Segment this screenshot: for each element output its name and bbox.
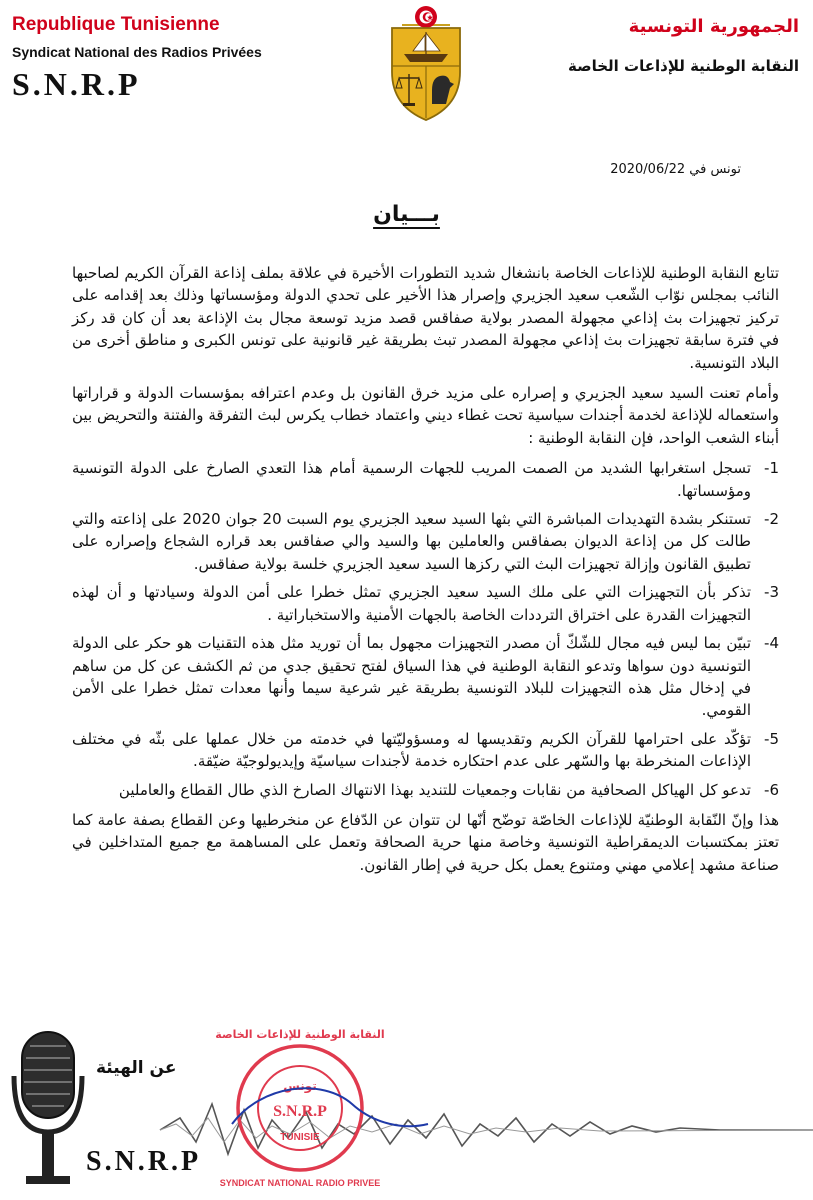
list-item-number: 6- bbox=[764, 780, 779, 799]
paragraph-context: وأمام تعنت السيد سعيد الجزيري و إصراره على مزيد خرق القانون بل وعدم اعترافه بمؤسسات الدولة و قراراتها واستعماله للإذاعة لخدمة أجندات سياسية تحت غطاء ديني واعتماد خطاب يكرس لبث التفرقة والفتنة والتحريض بين أبناء الشعب الواحد، فإن النقابة الوطنية : bbox=[72, 384, 779, 447]
stamp-icon bbox=[215, 1028, 384, 1188]
microphone-icon bbox=[14, 1032, 82, 1184]
list-item bbox=[72, 632, 779, 722]
list-item-text: تبيّن بما ليس فيه مجال للشّكّ أن مصدر التجهيزات مجهول بما أن توريد مثل هذه التقنيات هو حكر على الدولة التونسية دون سواها وتدعو النقابة الوطنية في هذا السياق لفتح تحقيق جدي من ثم الكشف عن كل من ساهم في إدخال مثل هذه التجهيزات للبلاد التونسية بطريقة غير شرعية سيما وأنها معدات تمثل خطرا على الأمن القومي. bbox=[72, 634, 751, 720]
list-item bbox=[72, 779, 779, 801]
stamp-ring-text-fr: SYNDICAT NATIONAL RADIO PRIVEE bbox=[219, 1178, 381, 1188]
paragraph-closing: هذا وإنّ النّقابة الوطنيّة للإذاعات الخاصّة توضّح أنّها لن تتوان عن الدّفاع عن منخرطيها وعن القطاع بصفة عامة كما تعتز بمكتسبات الديمقراطية التونسية وخاصة منها حرية الصحافة وتعمل على المساهمة مع جميع المتداخلين في صناعة مشهد إعلامي مهني ومتنوع يعمل بكل حرية في إطار القانون. bbox=[72, 810, 779, 874]
republic-name-ar: الجمهورية التونسية bbox=[628, 16, 799, 37]
list-item-text: تسجل استغرابها الشديد من الصمت المريب للجهات الرسمية أمام هذا التعدي الصارخ على الدولة التونسية ومؤسساتها. bbox=[72, 459, 751, 500]
list-item-number: 3- bbox=[764, 583, 779, 602]
signature-label: عن الهيئة bbox=[96, 1058, 177, 1078]
list-item-number: 4- bbox=[764, 634, 779, 653]
syndicate-name-fr: Syndicat National des Radios Privées bbox=[12, 44, 262, 60]
stamp-country: TUNISIE bbox=[280, 1132, 320, 1143]
paragraph-intro: تتابع النقابة الوطنية للإذاعات الخاصة بانشغال شديد التطورات الأخيرة في علاقة بملف إذاعة القرآن الكريم لصاحبها النائب بمجلس نوّاب الشّعب سعيد الجزيري وإصرار هذا الأخير على تحدي الدولة ومؤسساتها وذلك بعد إقدامه على تركيز تجهيزات بث إذاعي مجهولة المصدر بولاية صفاقس قصد مزيد توسعة مجال بث الإذاعة بعد أن كان قد ركز في فترة سابقة تجهيزات بث إذاعي مجهولة المصدر تبث بطريقة غير قانونية على تونس الكبرى و مناطق أخرى من البلاد التونسية. bbox=[72, 264, 779, 372]
stamp-ring-text-ar: النقابة الوطنية للإذاعات الخاصة bbox=[215, 1028, 385, 1041]
list-item-number: 2- bbox=[764, 510, 779, 529]
list-item-text: تذكر بأن التجهيزات التي على ملك السيد سعيد الجزيري تمثل خطرا على أمن الدولة وسيادتها و أن لهذه التجهيزات القدرة على اختراق الترددات الخاصة بالجهات الأمنية والاستخباراتية . bbox=[72, 583, 751, 624]
document-title: بـــيان bbox=[373, 202, 440, 227]
footer-acronym: S.N.R.P bbox=[86, 1146, 202, 1177]
list-item-text: تؤكّد على احترامها للقرآن الكريم وتقديسها له ومسؤوليّتها في خدمته من خلال عملها على بثّه في مختلف الإذاعات المنخرطة بها والسّهر على عدم احتكاره خدمة لأجندات سياسيّة وإيديولوجيّة ضيّقة. bbox=[72, 729, 751, 771]
republic-name-fr: Republique Tunisienne bbox=[12, 14, 220, 35]
header-right bbox=[479, 16, 799, 75]
header-left bbox=[12, 14, 312, 103]
list-item-text: تدعو كل الهياكل الصحافية من نقابات وجمعيات للتنديد بهذا الانتهاك الصارخ الذي طال القطاع والعاملين bbox=[118, 780, 751, 799]
list-item bbox=[72, 457, 779, 502]
list-item bbox=[72, 728, 779, 773]
list-item bbox=[72, 508, 779, 575]
list-item-text: تستنكر بشدة التهديدات المباشرة التي بثها السيد سعيد الجزيري يوم السبت 20 جوان 2020 على إذاعته والتي طالت كل من إذاعة الديوان بصفاقس والعاملين بها والسيد والي صفاقس بعد قراره الشجاع وإصراره على تطبيق القانون وإزالة تجهيزات البث التي ركزها السيد سعيد الجزيري خلسة بولاية صفاقس. bbox=[72, 510, 751, 573]
stamp-city: تونس bbox=[283, 1079, 317, 1093]
syndicate-acronym: S.N.R.P bbox=[12, 66, 141, 102]
list-item bbox=[72, 581, 779, 626]
syndicate-name-ar: النقابة الوطنية للإذاعات الخاصة bbox=[568, 57, 799, 75]
tunisian-coat-of-arms-icon bbox=[388, 4, 464, 122]
statement-body bbox=[72, 262, 779, 884]
list-item-number: 1- bbox=[764, 459, 779, 478]
document-date: تونس في 2020/06/22 bbox=[610, 162, 741, 177]
demands-list bbox=[72, 457, 779, 801]
list-item-number: 5- bbox=[764, 729, 779, 748]
stamp-acronym: S.N.R.P bbox=[273, 1103, 327, 1120]
